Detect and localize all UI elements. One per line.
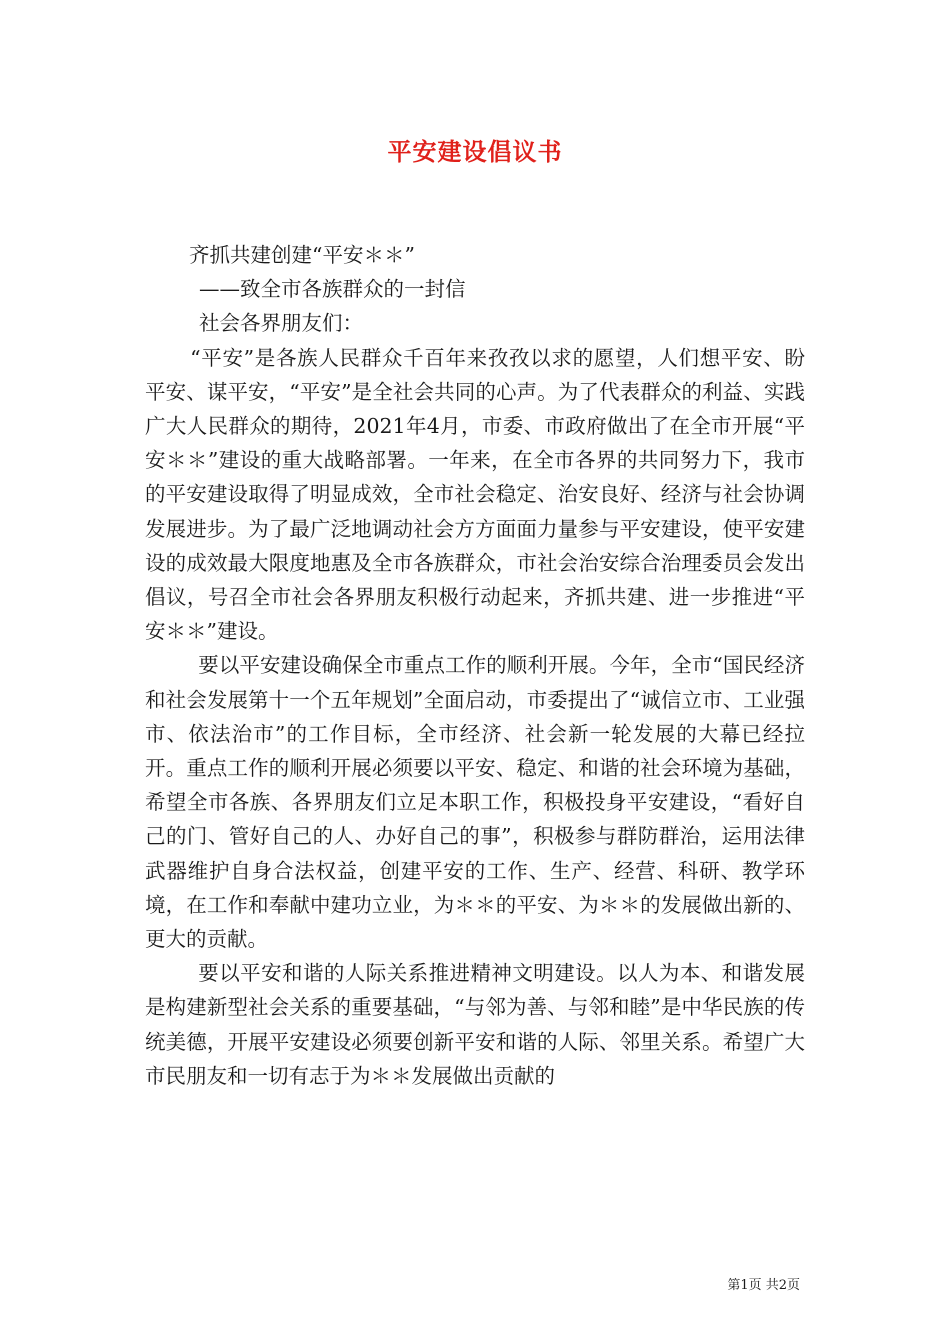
intro-subtitle: ——致全市各族群众的一封信 (199, 277, 466, 302)
salutation: 社会各界朋友们： (199, 311, 363, 336)
paragraph: 要以平安建设确保全市重点工作的顺利开展。今年，全市“国民经济和社会发展第十一个五年规划”全面启动，市委提出了“诚信立市、工业强市、依法治市”的工作目标，全市经济、社会新一轮发展的大幕已经拉开。重点工作的顺利开展必须要以平安、稳定、和谐的社会环境为基础，希望全市各族、各界朋友们立足本职工作，积极投身平安建设，“看好自己的门、管好自己的人、办好自己的事”，积极参与群防群治，运用法律武器维护自身合法权益，创建平安的工作、生产、经营、科研、教学环境，在工作和奉献中建功立业，为＊＊的平安、为＊＊的发展做出新的、更大的贡献。 (145, 653, 805, 952)
page-number: 第1页 共2页 (727, 1278, 800, 1293)
intro-heading: 齐抓共建创建“平安＊＊” (189, 243, 415, 267)
paragraph: “平安”是各族人民群众千百年来孜孜以求的愿望，人们想平安、盼平安、谋平安，“平安”是全社会共同的心声。为了代表群众的利益、实践广大人民群众的期待，2021年4月，市委、市政府做出了在全市开展“平安＊＊”建设的重大战略部署。一年来，在全市各界的共同努力下，我市的平安建设取得了明显成效，全市社会稳定、治安良好、经济与社会协调发展进步。为了最广泛地调动社会方方面面力量参与平安建设，使平安建设的成效最大限度地惠及全市各族群众，市社会治安综合治理委员会发出倡议，号召全市社会各界朋友积极行动起来，齐抓共建、进一步推进“平安＊＊”建设。 (145, 345, 805, 644)
paragraph: 要以平安和谐的人际关系推进精神文明建设。以人为本、和谐发展是构建新型社会关系的重要基础，“与邻为善、与邻和睦”是中华民族的传统美德，开展平安建设必须要创新平安和谐的人际、邻里关系。希望广大市民朋友和一切有志于为＊＊发展做出贡献的 (145, 961, 805, 1088)
document-body (145, 238, 805, 1093)
document-title: 平安建设倡议书 (387, 137, 563, 166)
